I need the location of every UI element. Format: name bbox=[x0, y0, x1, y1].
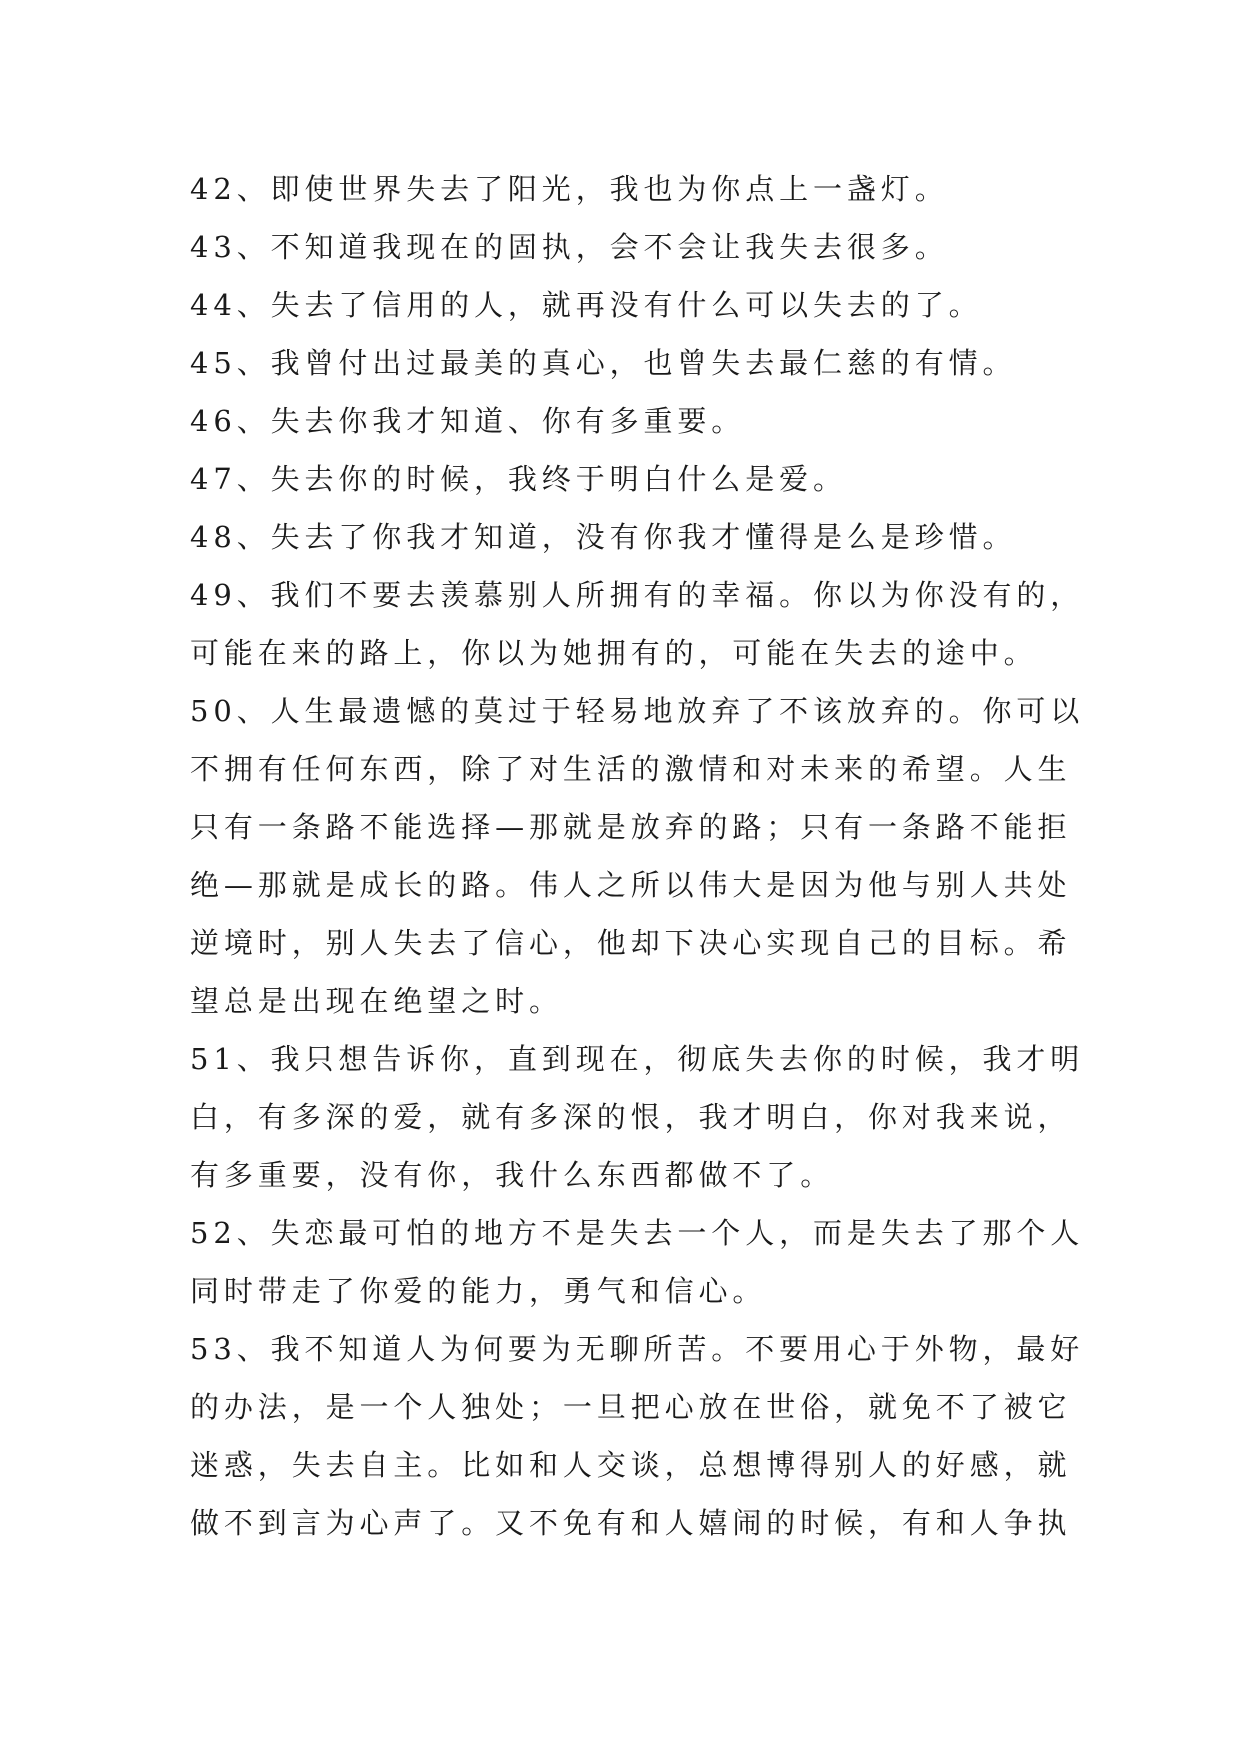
text-line: 有多重要，没有你，我什么东西都做不了。 bbox=[190, 1158, 835, 1192]
text-line: 逆境时，别人失去了信心，他却下决心实现自己的目标。希 bbox=[190, 926, 1072, 960]
text-line: 48、失去了你我才知道，没有你我才懂得是么是珍惜。 bbox=[190, 520, 1017, 554]
text-line: 的办法，是一个人独处；一旦把心放在世俗，就免不了被它 bbox=[190, 1390, 1072, 1424]
text-line: 50、人生最遗憾的莫过于轻易地放弃了不该放弃的。你可以 bbox=[190, 694, 1085, 728]
text-line: 52、失恋最可怕的地方不是失去一个人，而是失去了那个人 bbox=[190, 1216, 1085, 1250]
text-line: 可能在来的路上，你以为她拥有的，可能在失去的途中。 bbox=[190, 636, 1038, 670]
text-line: 44、失去了信用的人，就再没有什么可以失去的了。 bbox=[190, 288, 983, 322]
text-line: 46、失去你我才知道、你有多重要。 bbox=[190, 404, 746, 438]
text-line: 49、我们不要去羡慕别人所拥有的幸福。你以为你没有的， bbox=[190, 578, 1085, 612]
text-line: 同时带走了你爱的能力，勇气和信心。 bbox=[190, 1274, 767, 1308]
text-line: 42、即使世界失去了阳光，我也为你点上一盏灯。 bbox=[190, 172, 949, 206]
text-line: 53、我不知道人为何要为无聊所苦。不要用心于外物，最好 bbox=[190, 1332, 1085, 1366]
text-line: 45、我曾付出过最美的真心，也曾失去最仁慈的有情。 bbox=[190, 346, 1017, 380]
text-line: 43、不知道我现在的固执，会不会让我失去很多。 bbox=[190, 230, 949, 264]
text-line: 做不到言为心声了。又不免有和人嬉闹的时候，有和人争执 bbox=[190, 1506, 1072, 1540]
text-line: 白，有多深的爱，就有多深的恨，我才明白，你对我来说， bbox=[190, 1100, 1072, 1134]
text-line: 望总是出现在绝望之时。 bbox=[190, 984, 563, 1018]
text-line: 迷惑，失去自主。比如和人交谈，总想博得别人的好感，就 bbox=[190, 1448, 1072, 1482]
text-line: 只有一条路不能选择—那就是放弃的路；只有一条路不能拒 bbox=[190, 810, 1072, 844]
text-line: 51、我只想告诉你，直到现在，彻底失去你的时候，我才明 bbox=[190, 1042, 1085, 1076]
text-line: 不拥有任何东西，除了对生活的激情和对未来的希望。人生 bbox=[190, 752, 1072, 786]
document-body bbox=[190, 160, 1085, 1552]
text-line: 绝—那就是成长的路。伟人之所以伟大是因为他与别人共处 bbox=[190, 868, 1072, 902]
text-line: 47、失去你的时候，我终于明白什么是爱。 bbox=[190, 462, 847, 496]
